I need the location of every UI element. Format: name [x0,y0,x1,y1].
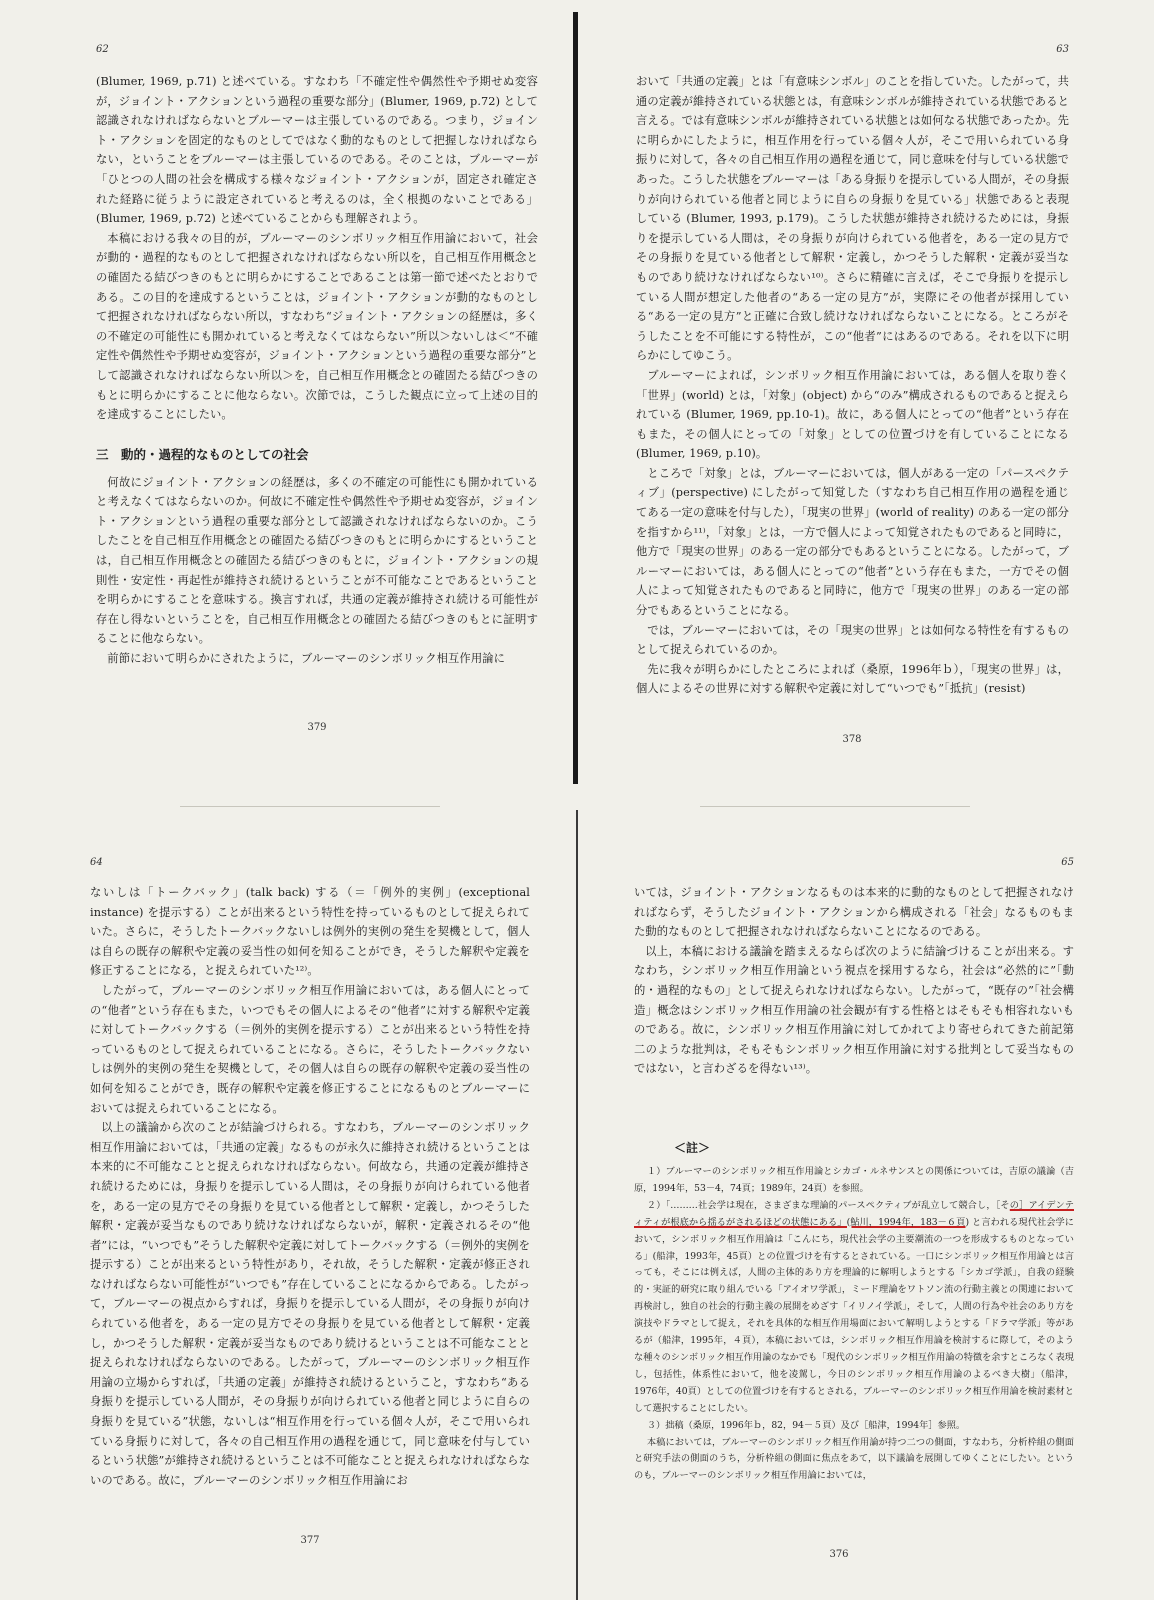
page-number-top: 64 [90,857,103,868]
page-number-top: 62 [96,44,109,55]
paragraph: いては，ジョイント・アクションなるものは本来的に動的なものとして把握されなければならず，そうしたジョイント・アクションから構成される「社会」なるものもまた動的なものとして把握されなければならないことになるのである。 [634,886,1074,939]
paragraph: では，ブルーマーにおいては，その「現実の世界」とは如何なる特性を有するものとして捉えられているのか。 [636,623,1069,657]
footnote-4: 本稿においては，ブルーマーのシンボリック相互作用論が持つ二つの側面，すなわち，分析枠組の側面と研究手法の側面のうち，分析枠組の側面に焦点をあて，以下議論を展開してゆくことにしたい。というのも，ブルーマーのシンボリック相互作用論においては， [634,1436,1074,1482]
footnote-text: ２）「………社会学は現在，さまざまな理論的パースペクティブが乱立して競合し，［そ [646,1199,1010,1211]
underlined-page-ref: 183－６頁 [920,1216,966,1228]
footnote-3: ３）拙稿（桑原，1996年ｂ，82，94－５頁）及び［船津，1994年］参照。 [646,1419,966,1431]
page-number-top: 63 [1056,44,1069,55]
paragraph: 先に我々が明らかにしたところによれば（桑原，1996年ｂ），「現実の世界」は，個人によるその世界に対する解釈や定義に対して“いつでも”「抵抗」(resist) [636,662,1069,696]
paragraph: ブルーマーによれば，シンボリック相互作用論においては，ある個人を取り巻く「世界」(world) とは，「対象」(object) から“のみ”構成されるものであると捉えられている (Blumer, 1969, pp.10-1)。故に，ある個人にとっての“他者”という存在もまた，その個人にとっての「対象」としての位置づけを有していることになる (Blumer, 1969, p.10)。 [636,368,1069,461]
page-number-bottom: 378 [842,734,862,745]
paragraph: ところで「対象」とは，ブルーマーにおいては，個人がある一定の「パースペクティブ」(perspective) にしたがって知覚した（すなわち自己相互作用の過程を通じてある一定の意味を付与した），「現実の世界」(world of reality) のある一定の部分を指すから¹¹⁾，「対象」とは，一方で個人によって知覚されたものであると同時に，他方で「現実の世界」のある一定の部分でもあるということになる。したがって，ブルーマーにおいては，ある個人にとっての“他者”という存在もまた，一方でその個人によって知覚されたものであると同時に，他方で「現実の世界」のある一定の部分でもあるということになる。 [636,466,1069,618]
center-binding-line-top [573,12,578,784]
paragraph: (Blumer, 1969, p.71) と述べている。すなわち「不確定性や偶然性や予期せぬ変容が，ジョイント・アクションという過程の重要な部分」(Blumer, 1969, p.72) として認識されなければならないとブルーマーは主張しているのである。つまり，ジョイント・アクションを固定的なものとしてではなく動的なものとして把握しなければならない，ということをブルーマーは主張しているのである。そのことは，ブルーマーが「ひとつの人間の社会を構成する様々なジョイント・アクションが，固定され確定された経路に従うように設定されていると考えるのは，全く根拠のないことである」(Blumer, 1969, p.72) と述べていることからも理解されよう。 [96,75,538,226]
page-number-bottom: 379 [307,722,327,733]
paragraph: 何故にジョイント・アクションの経歴は，多くの不確定の可能性にも開かれていると考えなくてはならないのか。何故に不確定性や偶然性や予期せぬ変容が，ジョイント・アクションという過程の重要な部分として認識されなければならないのか。こうしたことを自己相互作用概念との確固たる結びつきのもとに明らかにするということは，自己相互作用概念との確固たる結びつきのもとに，ジョイント・アクションの規則性・安定性・再起性が維持され続けるということが不可能なことであるということを明らかにすることを意味する。換言すれば，共通の定義が維持され続ける可能性が存在し得ないということを，自己相互作用概念との確固たる結びつきのもとに証明することに他ならない。 [96,475,538,646]
paragraph: 以上の議論から次のことが結論づけられる。すなわち，ブルーマーのシンボリック相互作用論においては，「共通の定義」なるものが永久に維持され続けるということは本来的に不可能なことと捉えられなければならない。何故なら，共通の定義が維持され続けるためには，身振りを提示している人間は，その身振りが向けられている他者を，ある一定の見方でその身振りを見ている他者として解釈・定義し，かつそうした解釈・定義が妥当なものであり続けなければならないが，解釈・定義されるその“他者”には，“いつでも”そうした解釈や定義に対してトークバックする（＝例外的実例を提示する）ことが出来るという特性があり，それ故，そうした解釈・定義が修正されなければならない可能性が“いつでも”存在していることになるからである。したがって，ブルーマーの視点からすれば，身振りを提示している人間が，その身振りが向けられている他者を，ある一定の見方でその身振りを見ている他者として解釈・定義し，かつそうした解釈・定義が妥当なものであり続けるということは不可能なことと捉えられなければならないのである。したがって，ブルーマーのシンボリック相互作用論の立場からすれば，「共通の定義」が維持され続けるということ，すなわち“ある身振りを提示している人間が，その身振りが向けられている他者と同じように自らの身振りを見ている”状態，ないしは“相互作用を行っている個々人が，そこで用いられている身振りに対して，各々の自己相互作用の過程を通じて，同じ意味を付与しているという状態”が維持され続けるということは不可能なことと捉えられなければならないのである。故に，ブルーマーのシンボリック相互作用論にお [90,1121,530,1487]
footnote-1: １）ブルーマーのシンボリック相互作用論とシカゴ・ルネサンスとの関係については，吉原の議論（吉原，1994年，53－4，74頁；1989年，24頁）を参照。 [634,1166,1074,1194]
footnote-2 [634,1198,1074,1418]
page-number-bottom: 377 [300,1535,320,1546]
page-62 [96,30,538,790]
paragraph: 本稿における我々の目的が，ブルーマーのシンボリック相互作用論において，社会が動的・過程的なものとして把握されなければならない所以を，自己相互作用概念との確固たる結びつきのもとに明らかにすることであることは第一節で述べたとおりである。この目的を達成するということは，ジョイント・アクションが動的なものとして把握されなければならない所以，すなわち“ジョイント・アクションの経歴は，多くの不確定の可能性にも開かれていると考えなくてはならない”所以＞ないしは＜“不確定性や偶然性や予期せぬ変容が，ジョイント・アクションという過程の重要な部分”として認識されなければならない所以＞を，自己相互作用概念との確固たる結びつきのもとに明らかにすることに他ならない。次節では，こうした観点に立って上述の目的を達成することにしたい。 [96,231,538,422]
notes-heading: ＜註＞ [674,1141,711,1155]
paragraph: 前節において明らかにされたように，ブルーマーのシンボリック相互作用論に [107,652,506,666]
center-binding-line-bottom [576,810,578,1600]
paragraph: おいて「共通の定義」とは「有意味シンボル」のことを指していた。したがって，共通の定義が維持されている状態とは，有意味シンボルが維持されている状態であると言える。では有意味シンボルが維持されている状態とは如何なる状態であったか。先に明らかにしたように，相互作用を行っている個々人が，そこで用いられている身振りに対して，各々の自己相互作用の過程を通じて，同じ意味を付与している状態であった。こうした状態をブルーマーは「ある身振りを提示している人間が，その身振りが向けられている他者と同じように自らの身振りを見ている」状態であると表現している (Blumer, 1993, p.179)。こうした状態が維持され続けるためには，身振りを提示している人間は，その身振りが向けられている他者を，ある一定の見方でその身振りを見ている他者として解釈・定義し，かつそうした解釈・定義が妥当なものであり続けなければならない¹⁰⁾。さらに精確に言えば，そこで身振りを提示している人間が想定した他者の“ある一定の見方”が，実際にその他者が採用している“ある一定の見方”と正確に合致し続けなければならないことになる。ところがそうしたことを不可能にする特性が，この“他者”にはあるのである。それを以下に明らかにしてゆこう。 [636,75,1069,363]
paragraph: 以上，本稿における議論を踏まえるならば次のように結論づけることが出来る。すなわち，シンボリック相互作用論という視点を採用するなら，社会は“必然的に”「動的・過程的なもの」として捉えられなければならない。したがって，“既存の”「社会構造」概念はシンボリック相互作用論の社会観が有する性格とはそもそも相容れないものである。故に，シンボリック相互作用論に対してかれてより寄せられてきた前記第二のような批判は，そもそもシンボリック相互作用論に対する批判として妥当なものではない，と言わざるを得ない¹³⁾。 [634,944,1074,1076]
paragraph: ないしは「トークバック」(talk back) する（＝「例外的実例」(exceptional instance) を提示する）ことが出来るという特性を持っているものとして捉えられていた。さらに，そうしたトークバックないしは例外的実例の発生を契機として，個人は自らの既存の解釈や定義の妥当性の如何を知ることができ，そうした解釈や定義を修正することになる，と捉えられていた¹²⁾。 [90,886,530,978]
page-divider-left [180,806,440,807]
page-63 [636,30,1069,790]
page-64 [90,845,530,1585]
section-heading: 三 動的・過程的なものとしての社会 [96,446,309,462]
page-number-top: 65 [1061,857,1074,868]
page-divider-right [700,806,970,807]
page-number-bottom: 376 [829,1549,849,1560]
footnote-text: ) と言われる現代社会学において，シンボリック相互作用論は「こんにち，現代社会学の主要潮流の一つを形成するものとなっている」(船津，1993年，45頁）との位置づけを有するとされている。一口にシンボリック相互作用論とは言っても，そこには例えば，人間の主体的あり方を理論的に解明しようとする「シカゴ学派」，自我の経験的・実証的研究に取り組んでいる「アイオワ学派」，ミード理論をワトソン流の行動主義との関連において再検討し，独自の社会的行動主義の展開をめざす「イリノイ学派」，そして，人間の行為や社会のあり方を演技やドラマとして捉え，それを具体的な相互作用場面において解明しようとする「ドラマ学派」等があるが（船津，1995年，４頁），本稿においては，シンボリック相互作用論を検討するに際して，そのような種々のシンボリック相互作用論のなかでも「現代のシンボリック相互作用論の特徴を余すところなく表現し，包括性，体系性において，他を凌駕し，今日のシンボリック相互作用論のよるべき大樹」（船津，1976年，40頁）としての位置づけを有するとされる，ブルーマーのシンボリック相互作用論を検討素材として選択することにしたい。 [634,1216,1074,1414]
underlined-text: の］アイデンティティが根底から揺るがされるほどの状態にある」(鮎川，1994年， [634,1199,1074,1228]
paragraph: したがって，ブルーマーのシンボリック相互作用論においては，ある個人にとっての“他者”という存在もまた，いつでもその個人によるその“他者”に対する解釈や定義に対してトークバックする（＝例外的実例を提示する）ことが出来るという特性を持っているものとして捉えられていることになる。さらに，そうしたトークバックないしは例外的実例の発生を契機として，その個人は自らの既存の解釈や定義の妥当性の如何を知ることができ，既存の解釈や定義を修正することになるものとブルーマーにおいては捉えられていることになる。 [90,983,530,1115]
page-65 [634,845,1074,1585]
